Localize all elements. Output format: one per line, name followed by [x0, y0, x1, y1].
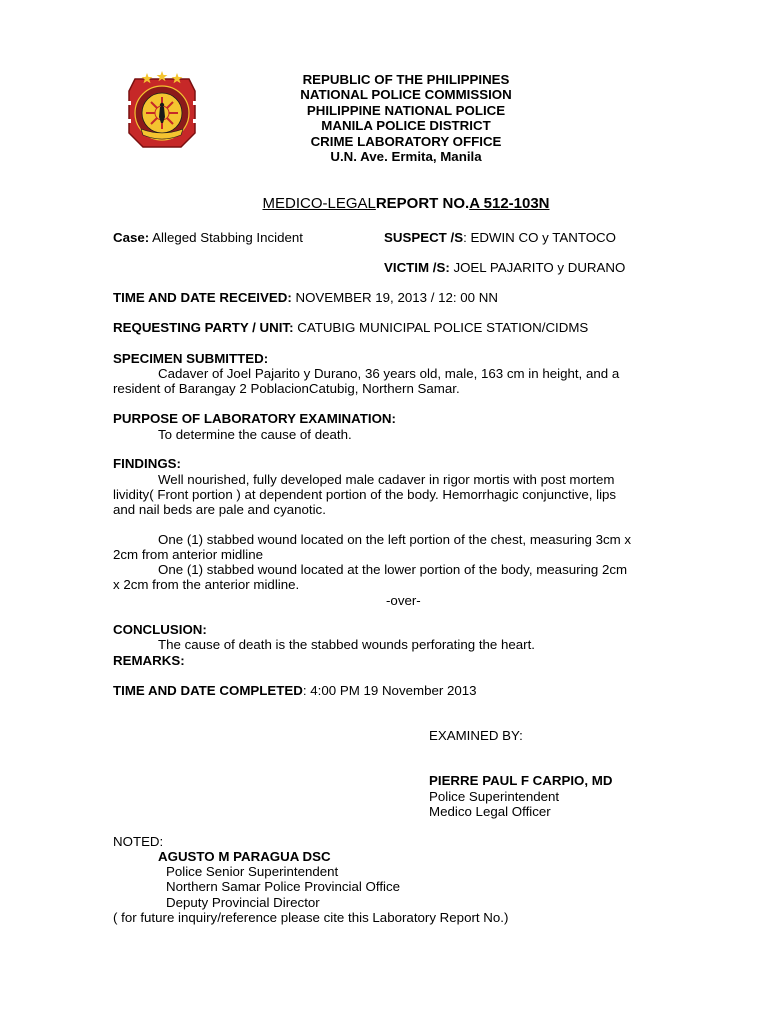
header-line-napolcom: NATIONAL POLICE COMMISSION — [300, 87, 512, 103]
header-line-mpd: MANILA POLICE DISTRICT — [321, 118, 491, 134]
case-line — [113, 230, 303, 245]
requesting-line — [113, 320, 588, 335]
over-marker: -over- — [386, 593, 421, 608]
noted-label: NOTED: — [113, 834, 164, 849]
findings-p1-line2: lividity( Front portion ) at dependent portion of the body. Hemorrhagic conjunctive, lips — [113, 487, 617, 502]
requesting-label: REQUESTING PARTY / UNIT: — [113, 320, 294, 335]
victim-value: JOEL PAJARITO y DURANO — [449, 260, 626, 275]
letterhead — [206, 72, 606, 164]
header-line-republic: REPUBLIC OF THE PHILIPPINES — [302, 72, 510, 87]
completed-label: TIME AND DATE COMPLETED — [113, 683, 303, 698]
received-line — [113, 290, 498, 305]
findings-p2-line2: 2cm from anterior midline — [113, 547, 264, 562]
footer-reference-note: ( for future inquiry/reference please cite this Laboratory Report No.) — [113, 910, 509, 925]
suspect-colon: : — [463, 230, 471, 245]
report-title-medico-legal: MEDICO-LEGAL — [262, 195, 376, 212]
conclusion-text: The cause of death is the stabbed wounds perforating the heart. — [158, 637, 535, 652]
header-line-crime-lab: CRIME LABORATORY OFFICE — [310, 133, 502, 149]
noted-name: AGUSTO M PARAGUA DSC — [158, 849, 331, 864]
specimen-text-line2: resident of Barangay 2 PoblacionCatubig, Northern Samar. — [113, 381, 460, 396]
victim-label: VICTIM /S: — [384, 260, 450, 275]
report-number: A 512-103N — [469, 195, 550, 212]
received-value: NOVEMBER 19, 2013 / 12: 00 NN — [291, 290, 498, 305]
victim-line — [384, 260, 625, 275]
examiner-name: PIERRE PAUL F CARPIO, MD — [429, 773, 613, 788]
received-label: TIME AND DATE RECEIVED: — [113, 290, 292, 305]
case-value: Alleged Stabbing Incident — [149, 230, 303, 245]
suspect-label: SUSPECT /S — [384, 230, 464, 245]
purpose-label: PURPOSE OF LABORATORY EXAMINATION: — [113, 411, 396, 426]
requesting-value: CATUBIG MUNICIPAL POLICE STATION/CIDMS — [293, 320, 589, 335]
noted-position: Deputy Provincial Director — [166, 895, 320, 910]
header-line-pnp: PHILIPPINE NATIONAL POLICE — [306, 102, 506, 118]
findings-p3-line1: One (1) stabbed wound located at the lower portion of the body, measuring 2cm — [158, 562, 628, 577]
noted-rank: Police Senior Superintendent — [166, 864, 339, 879]
report-title-report-no: REPORT NO. — [375, 195, 470, 212]
purpose-text: To determine the cause of death. — [158, 427, 352, 442]
specimen-label: SPECIMEN SUBMITTED: — [113, 351, 269, 366]
noted-office: Northern Samar Police Provincial Office — [166, 879, 401, 894]
conclusion-label: CONCLUSION: — [113, 622, 207, 637]
findings-label: FINDINGS: — [113, 456, 181, 471]
header-line-address: U.N. Ave. Ermita, Manila — [330, 149, 482, 165]
completed-line — [113, 683, 477, 698]
examiner-rank: Police Superintendent — [429, 789, 560, 804]
examiner-position: Medico Legal Officer — [429, 804, 551, 819]
findings-p2-line1: One (1) stabbed wound located on the left portion of the chest, measuring 3cm x — [158, 532, 632, 547]
remarks-label: REMARKS: — [113, 653, 185, 668]
findings-p3-line2: x 2cm from the anterior midline. — [113, 577, 300, 592]
report-title — [206, 195, 606, 212]
suspect-value: EDWIN CO y TANTOCO — [470, 230, 616, 245]
examined-by-label: EXAMINED BY: — [429, 728, 523, 743]
pnp-seal-logo — [125, 71, 199, 153]
completed-value: : 4:00 PM 19 November 2013 — [302, 683, 477, 698]
findings-p1-line1: Well nourished, fully developed male cadaver in rigor mortis with post mortem — [158, 472, 615, 487]
suspect-line — [384, 230, 616, 245]
findings-p1-line3: and nail beds are pale and cyanotic. — [113, 502, 326, 517]
case-label: Case: — [113, 230, 150, 245]
specimen-text-line1: Cadaver of Joel Pajarito y Durano, 36 years old, male, 163 cm in height, and a — [158, 366, 620, 381]
